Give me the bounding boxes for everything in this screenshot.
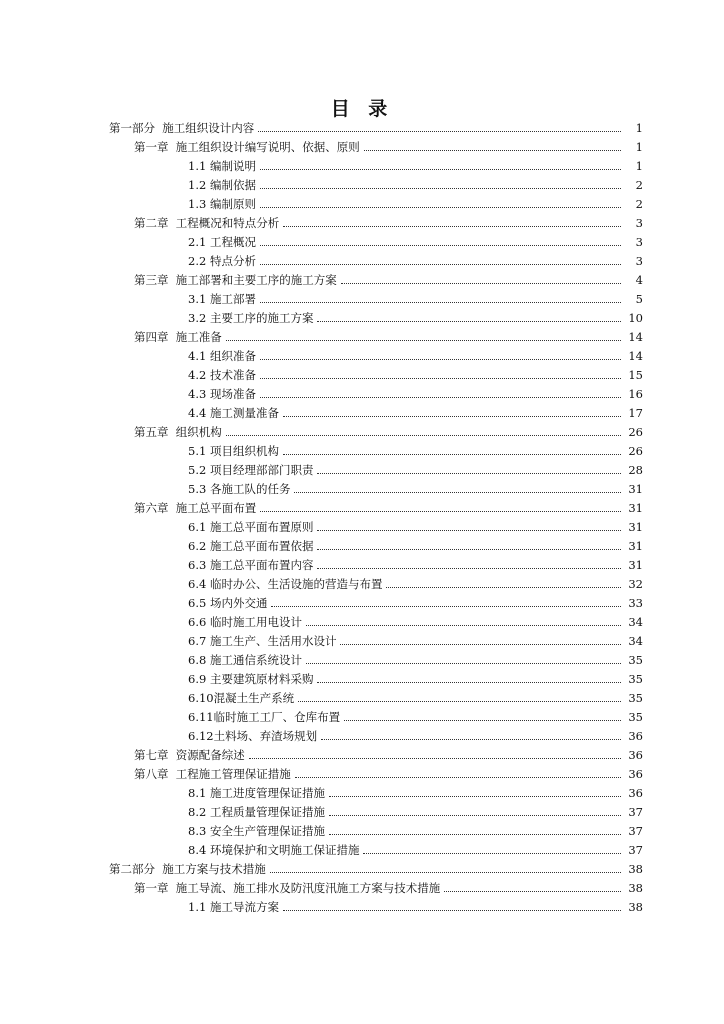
dot-leader: [260, 188, 621, 189]
dot-leader: [283, 226, 621, 227]
dot-leader: [444, 891, 621, 892]
toc-entry: [188, 401, 643, 420]
dot-leader: [295, 777, 621, 778]
toc-entry-title: 3.1 施工部署: [188, 292, 256, 306]
toc-entry-page-number: 31: [628, 520, 643, 534]
toc-entry-page-number: 36: [628, 729, 643, 743]
toc-entry-page-number: 35: [628, 710, 643, 724]
dot-leader: [226, 340, 621, 341]
dot-leader: [363, 853, 621, 854]
toc-entry-title: 第六章 施工总平面布置: [134, 501, 257, 515]
dot-leader: [306, 625, 621, 626]
toc-entry-title: 6.12土料场、弃渣场规划: [188, 729, 318, 743]
toc-entry-title: 2.2 特点分析: [188, 254, 256, 268]
toc-entry-page-number: 34: [628, 634, 643, 648]
toc-entry-page-number: 16: [628, 387, 643, 401]
toc-entry: [134, 211, 643, 230]
toc-entry: [188, 534, 643, 553]
toc-entry-title: 第一部分 施工组织设计内容: [109, 121, 255, 135]
toc-entry-page-number: 36: [628, 786, 643, 800]
toc-entry-title: 6.5 场内外交通: [188, 596, 268, 610]
toc-entry-title: 第二章 工程概况和特点分析: [134, 216, 280, 230]
toc-entry-title: 4.1 组织准备: [188, 349, 256, 363]
toc-entry: [188, 838, 643, 857]
toc-entry-title: 8.3 安全生产管理保证措施: [188, 824, 325, 838]
dot-leader: [321, 739, 621, 740]
toc-entry: [188, 249, 643, 268]
toc-entry: [188, 781, 643, 800]
toc-entry: [188, 363, 643, 382]
toc-entry-title: 第一章 施工组织设计编写说明、依据、原则: [134, 140, 360, 154]
toc-entry: [188, 724, 643, 743]
toc-entry-title: 第三章 施工部署和主要工序的施工方案: [134, 273, 337, 287]
toc-entry-page-number: 14: [628, 349, 643, 363]
toc-entry-title: 第一章 施工导流、施工排水及防汛度汛施工方案与技术措施: [134, 881, 441, 895]
dot-leader: [270, 872, 621, 873]
toc-entry: [134, 762, 643, 781]
toc-entry: [188, 306, 643, 325]
toc-entry-title: 8.2 工程质量管理保证措施: [188, 805, 325, 819]
toc-entry-title: 6.8 施工通信系统设计: [188, 653, 302, 667]
toc-entry: [134, 496, 643, 515]
toc-entry-page-number: 38: [628, 862, 643, 876]
toc-entry: [134, 420, 643, 439]
dot-leader: [329, 815, 621, 816]
toc-entry-page-number: 36: [628, 748, 643, 762]
toc-entry: [188, 705, 643, 724]
toc-entry-page-number: 2: [635, 178, 643, 192]
dot-leader: [260, 397, 621, 398]
dot-leader: [317, 682, 621, 683]
toc-entry-title: 1.1 编制说明: [188, 159, 256, 173]
toc-entry-title: 第七章 资源配备综述: [134, 748, 245, 762]
toc-entry-page-number: 17: [628, 406, 643, 420]
dot-leader: [283, 454, 621, 455]
toc-entry-page-number: 14: [628, 330, 643, 344]
toc-entry-title: 4.3 现场准备: [188, 387, 256, 401]
toc-entry-page-number: 37: [628, 805, 643, 819]
toc-entry: [188, 686, 643, 705]
toc-entry: [188, 344, 643, 363]
dot-leader: [341, 283, 621, 284]
toc-entry-page-number: 31: [628, 539, 643, 553]
toc-entry-title: 6.10混凝土生产系统: [188, 691, 295, 705]
toc-entry-title: 第八章 工程施工管理保证措施: [134, 767, 291, 781]
toc-entry: [188, 629, 643, 648]
dot-leader: [317, 321, 621, 322]
toc-entry-title: 第二部分 施工方案与技术措施: [109, 862, 266, 876]
toc-entry-page-number: 10: [628, 311, 643, 325]
dot-leader: [329, 796, 621, 797]
toc-entry-page-number: 32: [628, 577, 643, 591]
toc-entry-page-number: 26: [628, 444, 643, 458]
toc-entry-page-number: 35: [628, 653, 643, 667]
toc-entry: [188, 439, 643, 458]
dot-leader: [271, 606, 621, 607]
toc-entry: [188, 382, 643, 401]
toc-entry-page-number: 35: [628, 672, 643, 686]
dot-leader: [260, 264, 621, 265]
dot-leader: [386, 587, 621, 588]
dot-leader: [260, 302, 621, 303]
dot-leader: [344, 720, 621, 721]
dot-leader: [306, 663, 621, 664]
toc-entry-page-number: 34: [628, 615, 643, 629]
toc-entry: [188, 515, 643, 534]
toc-entry: [188, 610, 643, 629]
toc-entry-page-number: 26: [628, 425, 643, 439]
toc-entry-title: 4.4 施工测量准备: [188, 406, 279, 420]
dot-leader: [329, 834, 621, 835]
toc-entry-page-number: 33: [628, 596, 643, 610]
toc-entry-title: 2.1 工程概况: [188, 235, 256, 249]
dot-leader: [258, 131, 621, 132]
toc-entry: [188, 173, 643, 192]
dot-leader: [283, 910, 621, 911]
toc-entry: [188, 591, 643, 610]
toc-entry: [188, 287, 643, 306]
toc-entry: [188, 477, 643, 496]
toc-entry: [109, 857, 643, 876]
dot-leader: [260, 245, 621, 246]
toc-entry-title: 5.1 项目组织机构: [188, 444, 279, 458]
toc-entry: [188, 154, 643, 173]
toc-entry-page-number: 3: [635, 216, 643, 230]
toc-entry-page-number: 15: [628, 368, 643, 382]
dot-leader: [340, 644, 621, 645]
toc-entry-title: 1.2 编制依据: [188, 178, 256, 192]
toc-entry-title: 5.3 各施工队的任务: [188, 482, 291, 496]
toc-entry: [188, 667, 643, 686]
toc-entry: [109, 116, 643, 135]
dot-leader: [317, 473, 621, 474]
toc-entry-title: 6.7 施工生产、生活用水设计: [188, 634, 337, 648]
toc-entry: [134, 325, 643, 344]
toc-entry-page-number: 31: [628, 482, 643, 496]
toc-entry-title: 6.11临时施工工厂、仓库布置: [188, 710, 341, 724]
toc-entry-page-number: 31: [628, 558, 643, 572]
dot-leader: [260, 169, 621, 170]
toc-entry-title: 5.2 项目经理部部门职责: [188, 463, 314, 477]
dot-leader: [260, 378, 621, 379]
dot-leader: [317, 549, 621, 550]
toc-entry-page-number: 5: [635, 292, 643, 306]
dot-leader: [249, 758, 621, 759]
toc-entry-title: 1.3 编制原则: [188, 197, 256, 211]
dot-leader: [260, 511, 621, 512]
toc-entry-title: 8.1 施工进度管理保证措施: [188, 786, 325, 800]
toc-entry-title: 第五章 组织机构: [134, 425, 222, 439]
toc-entry-title: 6.9 主要建筑原材料采购: [188, 672, 314, 686]
toc-entry-page-number: 38: [628, 900, 643, 914]
toc-title: 目 录: [330, 98, 394, 120]
toc-entry: [188, 572, 643, 591]
toc-entry: [134, 876, 643, 895]
toc-entry-page-number: 4: [635, 273, 643, 287]
toc-entry: [134, 135, 643, 154]
toc-entry-page-number: 31: [628, 501, 643, 515]
toc-entry-title: 8.4 环境保护和文明施工保证措施: [188, 843, 360, 857]
toc-entry: [188, 895, 643, 914]
toc-entry-title: 1.1 施工导流方案: [188, 900, 279, 914]
dot-leader: [317, 530, 621, 531]
toc-entry: [188, 230, 643, 249]
toc-entry-page-number: 3: [635, 254, 643, 268]
toc-entry: [188, 553, 643, 572]
toc-entry-page-number: 2: [635, 197, 643, 211]
dot-leader: [298, 701, 621, 702]
toc-entry-title: 6.3 施工总平面布置内容: [188, 558, 314, 572]
dot-leader: [260, 207, 621, 208]
dot-leader: [260, 359, 621, 360]
toc-entry-page-number: 38: [628, 881, 643, 895]
toc-entry-page-number: 37: [628, 824, 643, 838]
toc-entry: [188, 648, 643, 667]
toc-entry-page-number: 37: [628, 843, 643, 857]
toc-entry-title: 4.2 技术准备: [188, 368, 256, 382]
toc-entry: [188, 800, 643, 819]
toc-entry-page-number: 1: [635, 121, 643, 135]
toc-entry: [134, 268, 643, 287]
toc-entry-title: 3.2 主要工序的施工方案: [188, 311, 314, 325]
toc-entry-title: 6.2 施工总平面布置依据: [188, 539, 314, 553]
toc-entry: [134, 743, 643, 762]
toc-entry-title: 6.1 施工总平面布置原则: [188, 520, 314, 534]
toc-entry-page-number: 1: [635, 159, 643, 173]
toc-entry-title: 6.6 临时施工用电设计: [188, 615, 302, 629]
toc-entry-title: 第四章 施工准备: [134, 330, 222, 344]
toc-entry: [188, 458, 643, 477]
dot-leader: [317, 568, 621, 569]
dot-leader: [294, 492, 621, 493]
toc-entry-title: 6.4 临时办公、生活设施的营造与布置: [188, 577, 383, 591]
dot-leader: [283, 416, 621, 417]
dot-leader: [364, 150, 621, 151]
toc-entry-page-number: 35: [628, 691, 643, 705]
dot-leader: [226, 435, 621, 436]
toc-entry: [188, 819, 643, 838]
toc-entry-page-number: 36: [628, 767, 643, 781]
toc-entry-page-number: 1: [635, 140, 643, 154]
toc-entry-page-number: 3: [635, 235, 643, 249]
toc-entry: [188, 192, 643, 211]
toc-entry-page-number: 28: [628, 463, 643, 477]
